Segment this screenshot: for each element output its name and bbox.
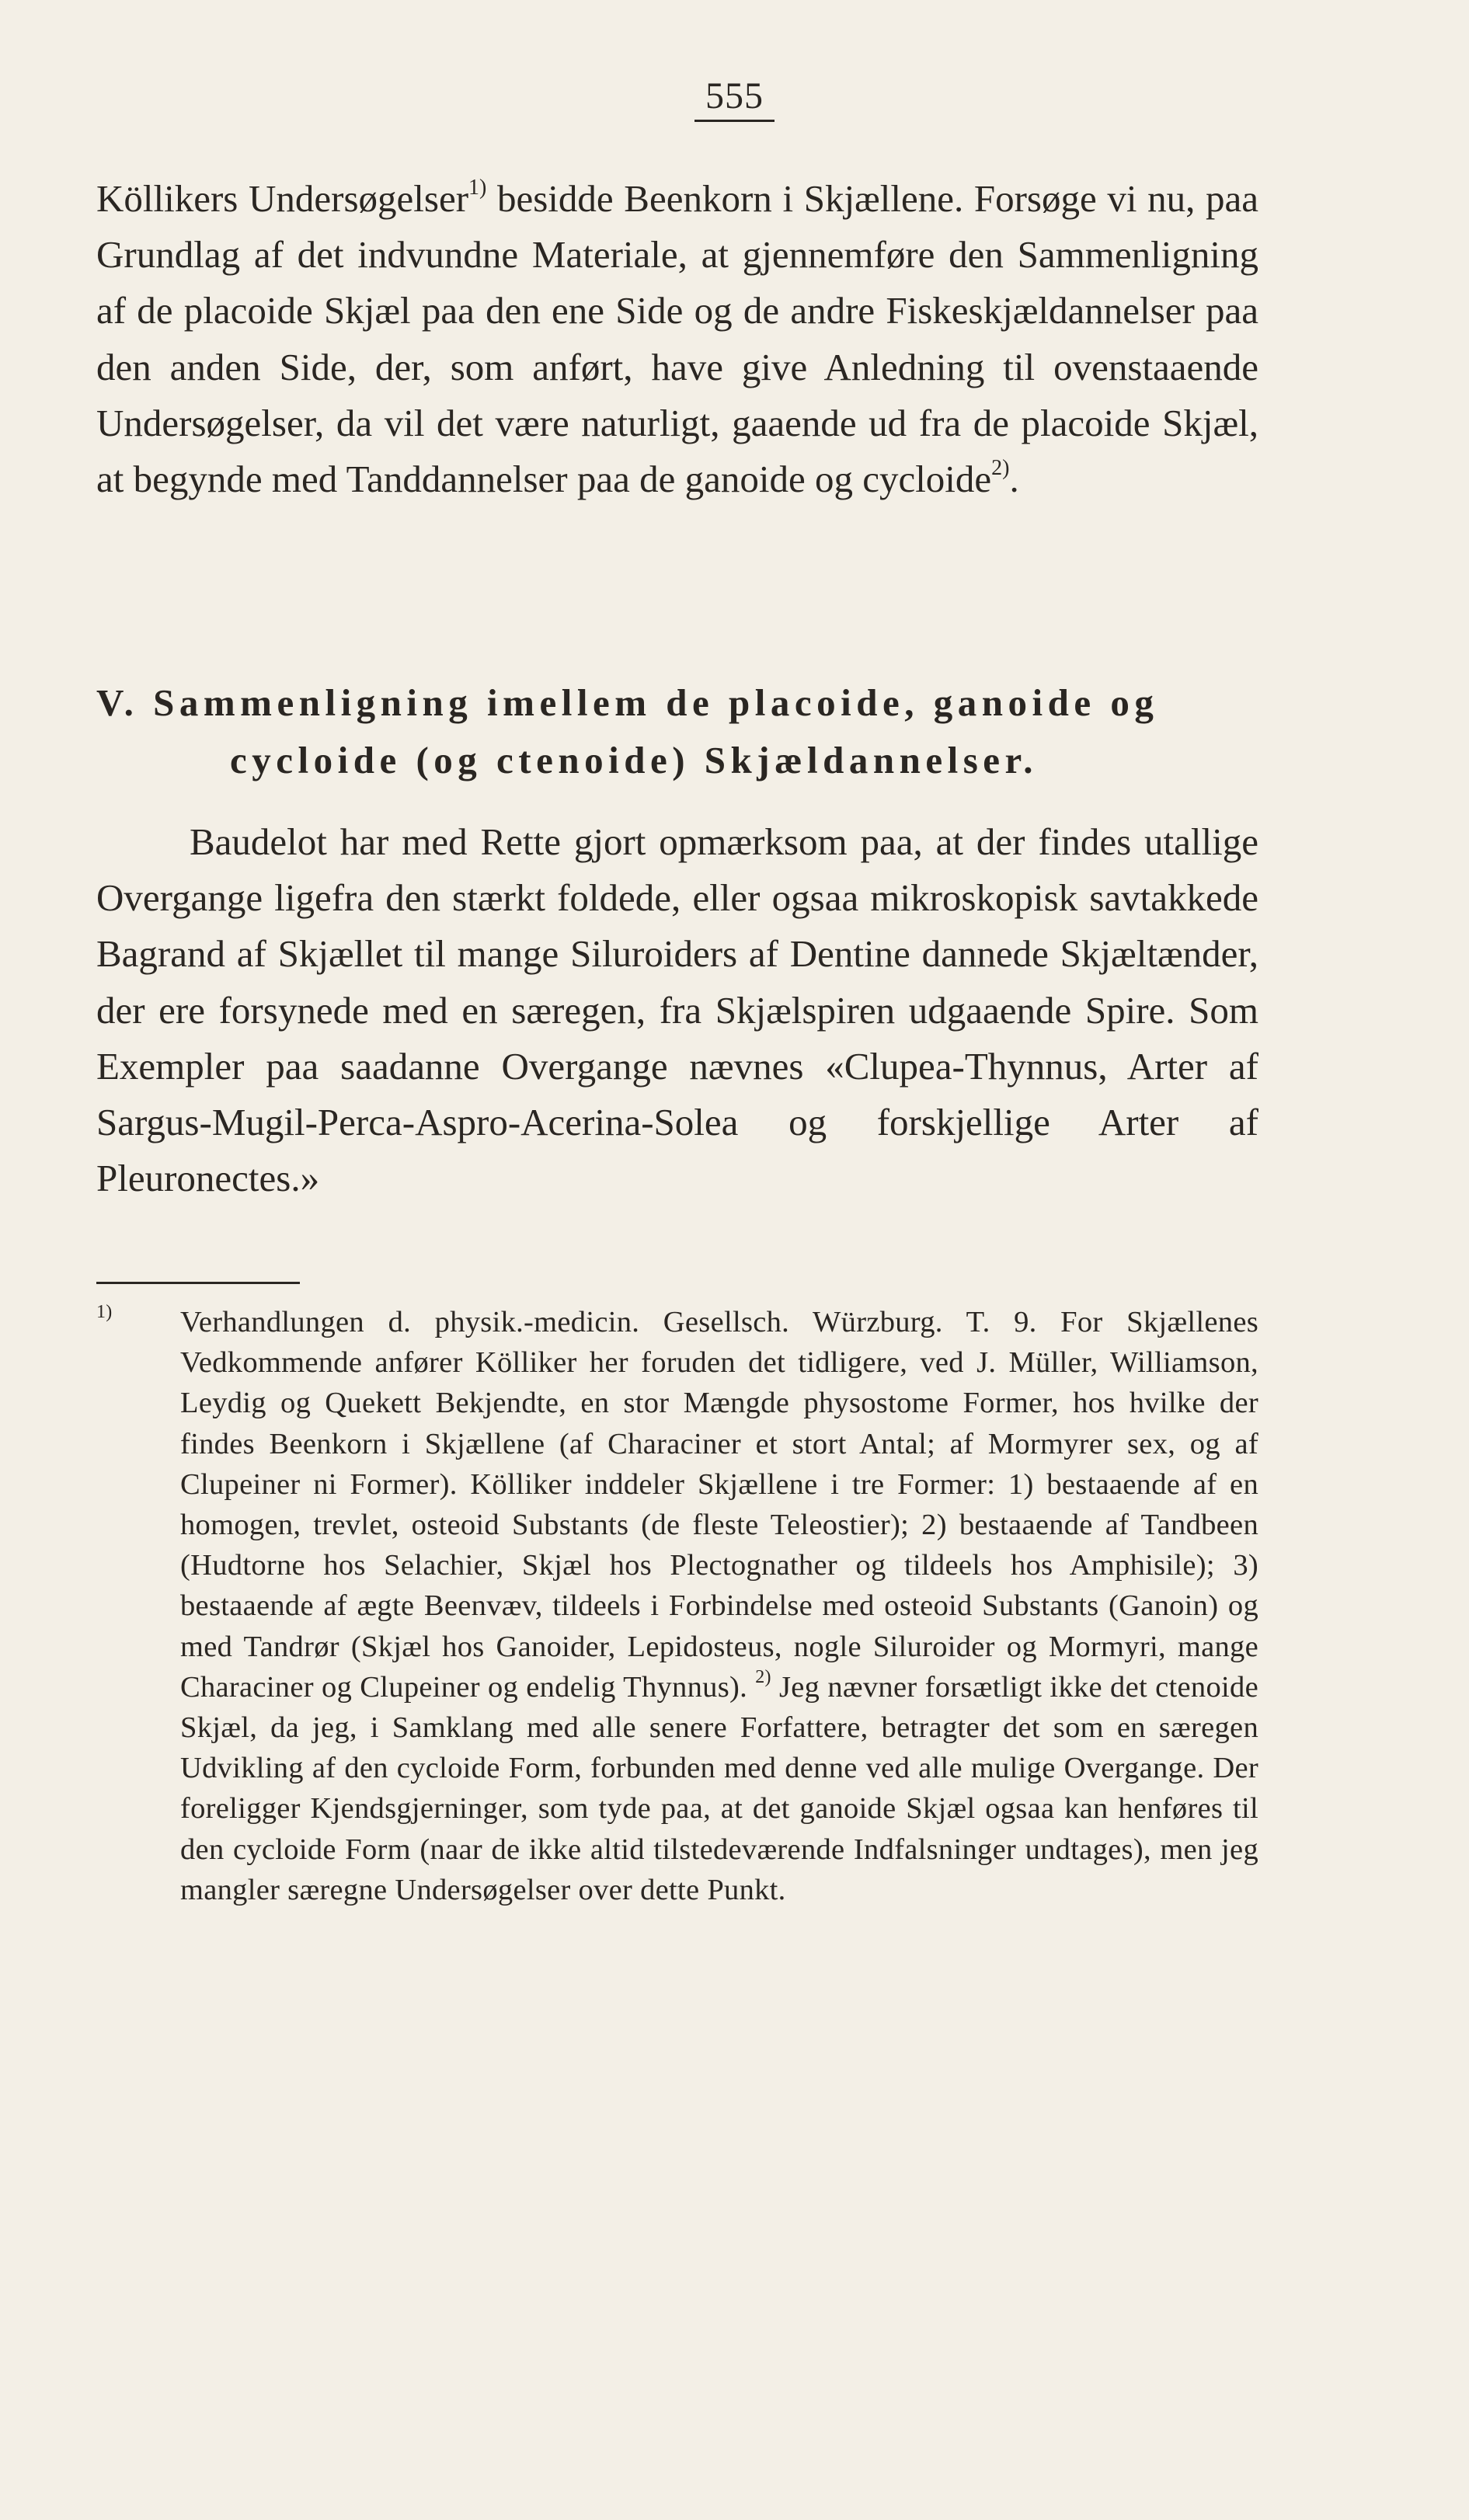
footnote-1-mark xyxy=(96,1302,180,1342)
page-number-text: 555 xyxy=(694,75,775,122)
footnote-1-text: Verhandlungen d. physik.-medicin. Gesellsch. Würzburg. T. 9. For Skjællenes Vedkommende anfører Kölliker her foruden det tidligere, ved J. Müller, Williamson, Leydig og Quekett Bekjendte, en stor Mængde physostome Former, hos hvilke der findes Beenkorn i Skjællene (af Characiner et stort Antal; af Mormyrer sex, og af Clupeiner ni Former). Kölliker inddeler Skjællene i tre Former: 1) bestaaende af en homogen, trevlet, osteoid Substants (de fleste Teleostier); 2) bestaaende af Tandbeen (Hudtorne hos Selachier, Skjæl hos Plectognather og tildeels hos Amphisile); 3) bestaaende af ægte Beenvæv, tildeels i Forbindelse med osteoid Substants (Ganoin) og med Tandrør (Skjæl hos Ganoider, Lepidosteus, nogle Siluroider og Mormyri, mange Characiner og Clupeiner og endelig Thynnus). xyxy=(180,1306,1258,1704)
footnote-ref-1: 1) xyxy=(468,176,487,200)
footnote-1-and-2 xyxy=(96,1302,1258,1910)
section-heading-line-1: V. Sammenligning imellem de placoide, ganoide og xyxy=(96,681,1159,724)
footnote-separator xyxy=(96,1282,300,1284)
page-number xyxy=(0,75,1469,122)
footnote-1-mark-text: 1) xyxy=(96,1302,113,1322)
paragraph-1-start: Köllikers Undersøgelser xyxy=(96,177,469,220)
paragraph-1-body: besidde Beenkorn i Skjællene. Forsøge vi nu, paa Grundlag af det indvundne Materiale, at gjennemføre den Sammenligning af de placoide Skjæl paa den ene Side og de andre Fiskeskjældannelser paa den anden Side, der, som anført, have give Anledning til ovenstaaende Undersøgelser, da vil det være naturligt, gaaende ud fra de placoide Skjæl, at begynde med Tanddannelser paa de ganoide og cycloide xyxy=(96,177,1259,501)
paragraph-1-end: . xyxy=(1009,458,1019,501)
footnote-2-mark: 2) xyxy=(755,1666,771,1687)
footnotes xyxy=(96,1302,1258,1910)
paragraph-2: Baudelot har med Rette gjort opmærksom paa, at der findes utallige Overgange ligefra den stærkt foldede, eller ogsaa mikroskopisk savtakkede Bagrand af Skjællet til mange Siluroiders af Dentine dannede Skjæltænder, der ere forsynede med en særegen, fra Skjælspiren udgaaende Spire. Som Exempler paa saadanne Overgange nævnes «Clupea-Thynnus, Arter af Sargus-Mugil-Perca-Aspro-Acerina-Solea og forskjellige Arter af Pleuronectes.» xyxy=(96,820,1258,1200)
paragraph-1 xyxy=(96,171,1258,507)
section-heading-line-2: cycloide (og ctenoide) Skjældannelser. xyxy=(230,739,1039,781)
footnote-2-text: Jeg nævner forsætligt ikke det ctenoide Skjæl, da jeg, i Samklang med alle senere Forfattere, betragter det som en særegen Udvikling af den cycloide Form, forbunden med denne ved alle mulige Overgange. Der foreligger Kjendsgjerninger, som tyde paa, at det ganoide Skjæl ogsaa kan henføres til den cycloide Form (naar de ikke altid tilstedeværende Indfalsninger undtages), men jeg mangler særegne Undersøgelser over dette Punkt. xyxy=(180,1670,1258,1906)
section-heading xyxy=(96,674,1258,789)
footnote-ref-2: 2) xyxy=(991,456,1010,481)
